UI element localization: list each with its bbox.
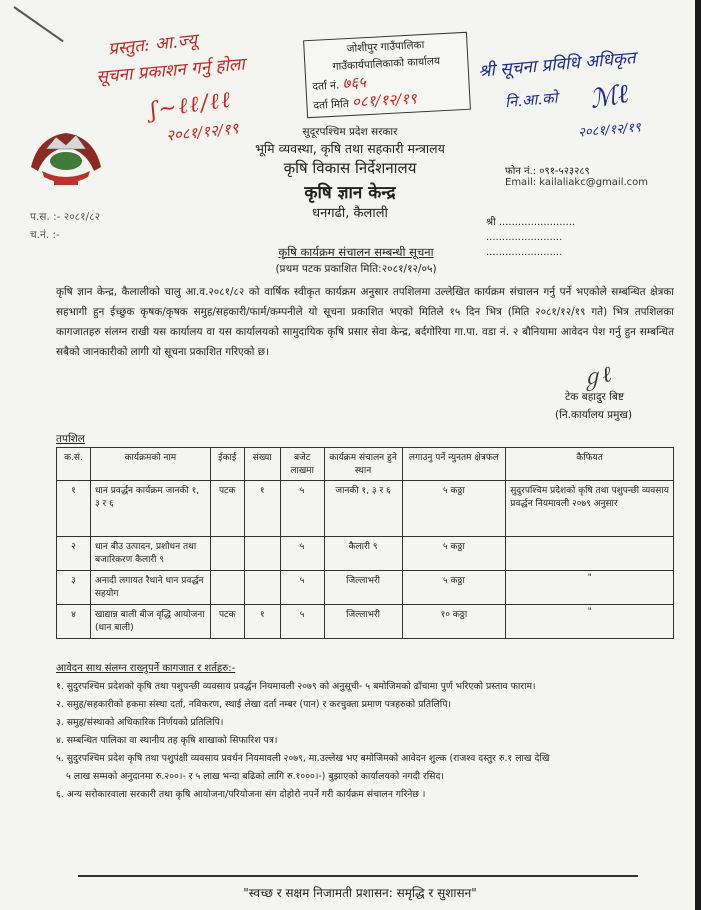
stamp-line-1: जोशीपुर गाउँपालिका <box>346 39 425 56</box>
cell: धान बीउ उत्पादन, प्रशोधन तथा बजारिकरण कैलारी ९ <box>90 537 210 571</box>
cell: ५ <box>280 571 324 605</box>
requirement-item: ४. सम्बन्धित पालिका वा स्थानीय तह कृषि शाखाको सिफारिश पत्र। <box>56 735 278 746</box>
ref-number: प.स. :- २०८१/८२ <box>30 211 101 223</box>
cell: जिल्लाभरी <box>324 605 402 639</box>
cell: १ <box>244 605 280 639</box>
cell: १ <box>244 481 280 537</box>
cell: " <box>506 571 674 605</box>
addressee-line-1: श्री ........................ <box>486 217 576 228</box>
requirements-list <box>56 660 676 804</box>
cell: ५ कठ्ठा <box>402 481 506 537</box>
stamp-number: ७६५ <box>342 73 367 93</box>
cell: २ <box>57 537 91 571</box>
receipt-stamp <box>303 32 471 118</box>
ministry-name: भूमि व्यवस्था, कृषि तथा सहकारी मन्त्रालय <box>255 141 445 156</box>
cell <box>210 537 244 571</box>
handwritten-note-3: श्री सूचना प्रविधि अधिकृत <box>477 48 637 82</box>
cell <box>506 537 674 571</box>
addressee-line-2: ........................ <box>486 232 563 243</box>
cell: ४ <box>57 605 91 639</box>
requirement-item: ५. सुदुरपश्चिम प्रदेश कृषि तथा पशुपंक्षी व्यवसाय प्रवर्धन नियमावली २०७९, मा.उल्लेख भए बमोजिमको आवेदन शुल्क (राजश्व दस्तुर रु.१ लाख देखि <box>56 753 550 764</box>
cell: पटक <box>210 605 244 639</box>
cell: ५ <box>280 605 324 639</box>
stamp-date: ०८१/१२/१९ <box>351 89 418 111</box>
cell: " <box>506 605 674 639</box>
addressee-line-3: ........................ <box>486 247 563 258</box>
cell <box>210 571 244 605</box>
cell: सुदुरपश्चिम प्रदेशको कृषि तथा पशुपन्छी व्यवसाय प्रवर्द्धन नियमावली २०७९ अनुसार <box>506 481 674 537</box>
page-edge <box>695 0 701 910</box>
nepal-emblem-icon <box>26 127 106 193</box>
cell: अनादी लगायत रैथाने धान प्रवर्द्धन सहयोग <box>90 571 210 605</box>
corner-mark <box>13 6 63 42</box>
handwritten-date-red: २०८१/१२/१९ <box>165 119 240 145</box>
handwritten-note-1: प्रस्तुत: आ.ज्यू <box>107 30 199 60</box>
signatory-title: (नि.कार्यालय प्रमुख) <box>555 409 633 421</box>
stamp-line-2: गाउँकार्यपालिकाको कार्यालय <box>332 55 441 73</box>
col-header: लगाउनु पर्ने न्युनतम क्षेत्रफल <box>402 448 506 481</box>
cell: धान प्रवर्द्धन कार्यक्रम जानकी १, ३ र ६ <box>90 481 210 537</box>
cell: खाद्यान्न बाली बीज वृद्धि आयोजना (धान बाली) <box>90 605 210 639</box>
table-row <box>57 605 674 639</box>
requirement-item: ५ लाख सम्मको अनुदानमा रु.२००।- र ५ लाख भन्दा बढिको लागि रु.१०००।-) बुझाएको कार्यालयको नगदी रसिद। <box>66 771 444 782</box>
cell: ३ <box>57 571 91 605</box>
handwritten-note-4: नि.आ.को <box>504 88 559 112</box>
notice-subtitle: (प्रथम पटक प्रकाशित मिति:२०८१/१२/०५) <box>275 263 437 275</box>
requirements-heading: आवेदन साथ संलग्न राख्नुपर्ने कागजात र शर्तहरु:- <box>56 663 236 674</box>
cell: ५ कठ्ठा <box>402 571 506 605</box>
cell: ५ <box>280 537 324 571</box>
table-row <box>57 537 674 571</box>
cell: १० कठ्ठा <box>402 605 506 639</box>
col-header: क.सं. <box>57 448 91 481</box>
handwritten-signature-red: ʃ~ℓℓ/ℓℓ <box>148 87 234 124</box>
col-header: ईकाई <box>210 448 244 481</box>
requirement-item: १. सुदुरपश्चिम प्रदेशको कृषि तथा पशुपन्छी व्यवसाय प्रवर्द्धन नियमावली २०७९ को अनुसूची- ५ बमोजिमको ढाँचामा पुर्ण भरिएको प्रस्ताव फाराम। <box>56 681 536 692</box>
officer-signature: ℊℓ <box>578 361 614 393</box>
col-header: बजेट लाखमा <box>280 448 324 481</box>
notice-title: कृषि कार्यक्रम संचालन सम्बन्धी सूचना <box>278 245 434 259</box>
col-header: कार्यक्रमको नाम <box>90 448 210 481</box>
center-name: कृषि ज्ञान केन्द्र <box>304 183 396 203</box>
requirement-item: ३. समुह/संस्थाको अधिकारिक निर्णयको प्रतिलिपि। <box>56 717 224 728</box>
cell: कैलारी ९ <box>324 537 402 571</box>
handwritten-signature-blue: ℳℓ <box>587 78 631 116</box>
signatory-name: टेक बहादुर बिष्ट <box>565 391 625 403</box>
stamp-line-3: दर्ता नं. <box>312 79 340 93</box>
location: धनगढी, कैलाली <box>312 206 388 221</box>
table-row <box>57 571 674 605</box>
email: Email: kailaliakc@gmail.com <box>505 177 649 188</box>
table-row <box>57 481 674 537</box>
directorate-name: कृषि विकास निर्देशनालय <box>283 159 417 177</box>
phone: फोन नं.: ०९१-५२३२८९ <box>505 166 590 177</box>
stamp-line-4: दर्ता मिति <box>313 98 350 112</box>
requirement-item: २. समुह/सहकारीको हकमा संस्था दर्ता, नविकरण, स्थाई लेखा दर्ता नम्बर (पान) र करचुक्ता प्रमाण पत्रहरुको प्रतिलिपि। <box>56 699 452 710</box>
table-header-row <box>57 448 674 481</box>
cell: जानकी १, ३ र ६ <box>324 481 402 537</box>
province-name: सुदूरपश्चिम प्रदेश सरकार <box>302 126 398 138</box>
handwritten-note-2: सूचना प्रकाशन गर्नु होला <box>95 54 246 88</box>
col-header: कार्यक्रम संचालन हुने स्थान <box>324 448 402 481</box>
cell: १ <box>57 481 91 537</box>
dispatch-number: च.नं. :- <box>30 229 60 241</box>
cell: ५ कठ्ठा <box>402 537 506 571</box>
footer-divider <box>78 875 638 877</box>
handwritten-date-blue: २०८१/१२/१९ <box>577 120 642 141</box>
table-caption: तपशिल <box>56 433 85 445</box>
cell <box>244 571 280 605</box>
cell: पटक <box>210 481 244 537</box>
cell <box>244 537 280 571</box>
col-header: संख्या <box>244 448 280 481</box>
program-table <box>56 447 674 639</box>
cell: ५ <box>280 481 324 537</box>
requirement-item: ६. अन्य सरोकारवाला सरकारी तथा कृषि आयोजना/परियोजना संग दोहोरो नपर्ने गरी कार्यक्रम संचालन गरिनेछ । <box>56 789 426 800</box>
notice-body: कृषि ज्ञान केन्द्र, कैलालीको चालु आ.व.२०८१/८२ को वार्षिक स्वीकृत कार्यक्रम अनुसार तपशिलमा उल्लेखित कार्यक्रम संचालन गर्नु पर्ने भएकोले सम्बन्धित क्षेत्रका सहभागी हुन ईच्छुक कृषक/कृषक समुह/सहकारी/फार्म/कम्पनीले यो सूचना प्रकाशित भएको मितिले १५ दिन भित्र (मिति २०८१/१२/१९ गते) भित्र तपशिलका कागजातहरु संलग्न राखी यस कार्यालय वा यस कार्यालयको सामुदायिक कृषि प्रसार सेवा केन्द्र, बर्दगोरिया गा.पा. वडा नं. २ बौनियामा आवेदन पेश गर्नु हुन सम्बन्धित सबैको जानकारीको लागी यो सूचना प्रकाशित गरिएको छ। <box>56 286 674 358</box>
cell: जिल्लाभरी <box>324 571 402 605</box>
footer-motto: "स्वच्छ र सक्षम निजामती प्रशासन: समृद्धि र सुशासन" <box>243 886 477 900</box>
col-header: कैफियत <box>506 448 674 481</box>
